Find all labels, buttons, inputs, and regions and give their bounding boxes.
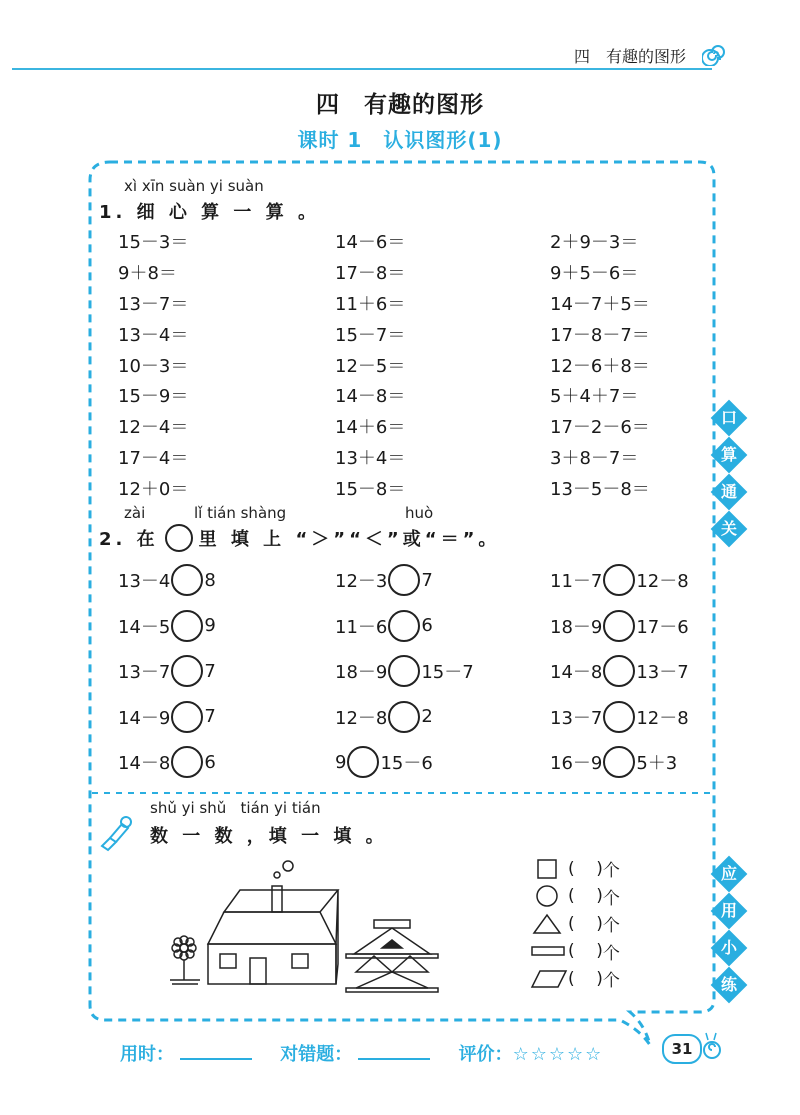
compare-right: 12－8 (636, 571, 689, 592)
compare-right: 7 (421, 569, 433, 591)
answer-circle[interactable] (603, 564, 635, 596)
answer-circle[interactable] (171, 655, 203, 687)
side-tab-application (716, 854, 744, 1009)
compare-item (118, 563, 216, 597)
answer-circle[interactable] (388, 701, 420, 733)
calc-item: 12－4＝ (118, 417, 189, 439)
calc-item: 15－7＝ (335, 324, 406, 346)
rectangle-icon (530, 939, 568, 963)
compare-left: 12－8 (335, 707, 388, 729)
answer-circle[interactable] (171, 564, 203, 596)
triangle-icon (530, 912, 568, 936)
compare-left: 14－8 (550, 662, 603, 683)
compare-left: 9 (335, 751, 347, 773)
calc-item: 14－8＝ (335, 386, 406, 408)
parallelogram-icon (530, 967, 568, 991)
page-number: 31 (662, 1034, 702, 1064)
compare-right: 13－7 (636, 662, 689, 683)
flower-icon (170, 936, 200, 984)
calc-item: 9＋5－6＝ (550, 262, 639, 284)
section2-pinyin-huo: huò (405, 504, 434, 522)
compare-item (335, 563, 433, 597)
answer-circle[interactable] (603, 655, 635, 687)
count-blank[interactable]: ( ) (568, 913, 603, 934)
calc-item: 15－9＝ (118, 386, 189, 408)
count-row-circle (530, 883, 620, 911)
compare-item (335, 700, 433, 734)
house-icon (208, 861, 338, 984)
answer-circle[interactable] (388, 655, 420, 687)
compare-left: 11－6 (335, 616, 388, 638)
compare-right: 6 (204, 751, 216, 773)
compare-left: 14－8 (118, 753, 171, 774)
pencil-hand-icon (96, 812, 138, 852)
rating-stars[interactable]: ☆☆☆☆☆ (512, 1044, 604, 1065)
count-blank[interactable]: ( ) (568, 858, 603, 879)
footer (120, 1040, 603, 1066)
answer-circle[interactable] (603, 610, 635, 642)
lesson-subtitle: 课时 1 认识图形(1) (297, 128, 503, 152)
compare-left: 16－9 (550, 753, 603, 774)
calc-item: 11＋6＝ (335, 293, 406, 315)
answer-circle[interactable] (171, 701, 203, 733)
compare-left: 18－9 (550, 616, 603, 638)
compare-row (118, 745, 698, 791)
count-unit: 个 (602, 971, 620, 992)
calc-item: 14＋6＝ (335, 417, 406, 439)
section3-heading: 数 一 数 ，填 一 填 。 (150, 826, 388, 847)
calc-item: 3＋8－7＝ (550, 448, 639, 470)
count-unit: 个 (602, 916, 620, 937)
calc-item: 17－4＝ (118, 448, 189, 470)
count-unit: 个 (602, 888, 620, 909)
compare-item (118, 654, 216, 688)
side-tab-char: 口 (711, 400, 748, 437)
section2-heading (99, 524, 500, 552)
side-tab-char: 关 (711, 511, 748, 548)
count-row-square (530, 855, 620, 883)
compare-item (550, 609, 689, 643)
answer-circle[interactable] (347, 746, 379, 778)
compare-row (118, 609, 698, 655)
compare-left: 11－7 (550, 571, 603, 592)
side-tab-char: 算 (711, 437, 748, 474)
calc-item: 12＋0＝ (118, 479, 189, 501)
compare-item (550, 654, 689, 688)
errors-label: 对错题： (280, 1044, 353, 1065)
compare-item (550, 745, 677, 779)
count-unit: 个 (602, 943, 620, 964)
calc-row (118, 288, 678, 319)
compare-left: 13－7 (118, 662, 171, 683)
compare-left: 13－7 (550, 707, 603, 729)
calc-item: 13－7＝ (118, 293, 189, 315)
section2-pinyin-zai: zài (124, 504, 146, 522)
compare-right: 8 (204, 569, 216, 591)
calc-row (118, 442, 678, 473)
compare-grid (118, 563, 698, 791)
compare-row (118, 700, 698, 746)
triangle-figure-icon (346, 920, 438, 992)
answer-circle[interactable] (603, 701, 635, 733)
compare-right: 7 (204, 706, 216, 727)
compare-right: 12－8 (636, 707, 689, 729)
answer-circle[interactable] (388, 610, 420, 642)
section2-heading-prefix: 2. 在 (99, 529, 159, 550)
calc-item: 2＋9－3＝ (550, 232, 639, 253)
compare-right: 15－7 (421, 662, 474, 683)
compare-item (335, 654, 474, 688)
compare-right: 17－6 (636, 616, 689, 638)
calc-item: 9＋8＝ (118, 262, 177, 284)
count-blank[interactable]: ( ) (568, 886, 603, 907)
answer-circle[interactable] (603, 746, 635, 778)
snail-icon (700, 1030, 724, 1062)
compare-item (118, 700, 216, 734)
calc-item: 15－3＝ (118, 232, 189, 253)
side-tab-char: 应 (711, 856, 748, 893)
calc-row (118, 473, 678, 504)
side-tab-char: 用 (711, 893, 748, 930)
count-blank[interactable]: ( ) (568, 941, 603, 962)
calc-item: 17－2－6＝ (550, 417, 650, 439)
calc-item: 12－5＝ (335, 355, 406, 377)
compare-right: 9 (204, 615, 216, 636)
calc-item: 12－6＋8＝ (550, 355, 650, 377)
rating-label: 评价： (458, 1044, 513, 1065)
page-title: 四 有趣的图形 (316, 92, 484, 118)
calc-item: 13＋4＝ (335, 448, 406, 470)
answer-circle[interactable] (388, 564, 420, 596)
time-blank[interactable] (180, 1058, 252, 1060)
calc-item: 14－6＝ (335, 232, 406, 253)
calc-row (118, 257, 678, 288)
count-unit: 个 (602, 861, 620, 882)
calc-item: 17－8＝ (335, 262, 406, 284)
side-tab-char: 练 (711, 967, 748, 1004)
calc-row (118, 380, 678, 411)
compare-item (335, 609, 433, 643)
calc-row (118, 319, 678, 350)
calc-item: 5＋4＋7＝ (550, 386, 639, 408)
calc-row (118, 411, 678, 442)
compare-right: 5＋3 (636, 753, 678, 774)
count-list (530, 855, 620, 993)
compare-right: 2 (421, 706, 433, 727)
compare-left: 12－3 (335, 571, 388, 592)
calc-item: 13－4＝ (118, 324, 189, 346)
section3-pinyin: shǔ yi shǔ tián yi tián (150, 799, 321, 817)
calc-item: 15－8＝ (335, 479, 406, 501)
calc-row (118, 226, 678, 257)
count-row-triangle (530, 910, 620, 938)
compare-item (335, 745, 433, 779)
calc-row (118, 350, 678, 381)
compare-item (550, 700, 689, 734)
calc-grid (118, 226, 678, 504)
compare-right: 15－6 (380, 753, 433, 774)
calc-item: 10－3＝ (118, 355, 189, 377)
section1-heading: 1. 细 心 算 一 算 。 (99, 202, 320, 223)
compare-row (118, 654, 698, 700)
count-row-parallelogram (530, 965, 620, 993)
section2-pinyin-litianshang: lǐ tián shàng (194, 504, 287, 522)
house-illustration (160, 858, 460, 998)
count-row-rectangle (530, 938, 620, 966)
compare-right: 6 (421, 615, 433, 636)
blank-circle-icon (165, 524, 193, 552)
compare-item (118, 609, 216, 643)
answer-circle[interactable] (171, 746, 203, 778)
compare-row (118, 563, 698, 609)
calc-item: 17－8－7＝ (550, 324, 650, 346)
compare-left: 14－5 (118, 616, 171, 638)
side-tab-char: 通 (711, 474, 748, 511)
compare-left: 14－9 (118, 707, 171, 729)
count-blank[interactable]: ( ) (568, 968, 603, 989)
compare-item (118, 745, 216, 779)
compare-item (550, 563, 689, 597)
calc-item: 13－5－8＝ (550, 479, 650, 501)
section2-heading-suffix: 里 填 上 “＞”“＜”或“＝”。 (198, 529, 501, 550)
chapter-header: 四 有趣的图形 (574, 47, 687, 66)
time-label: 用时： (120, 1044, 174, 1065)
compare-left: 13－4 (118, 571, 171, 592)
side-tab-char: 小 (711, 930, 748, 967)
answer-circle[interactable] (171, 610, 203, 642)
circle-icon (530, 884, 568, 908)
side-tab-oral-calc (716, 398, 744, 553)
section1-pinyin: xì xīn suàn yi suàn (124, 177, 264, 195)
square-icon (530, 857, 568, 881)
compare-left: 18－9 (335, 662, 388, 683)
calc-item: 14－7＋5＝ (550, 293, 650, 315)
compare-right: 7 (204, 660, 216, 682)
errors-blank[interactable] (358, 1058, 430, 1060)
